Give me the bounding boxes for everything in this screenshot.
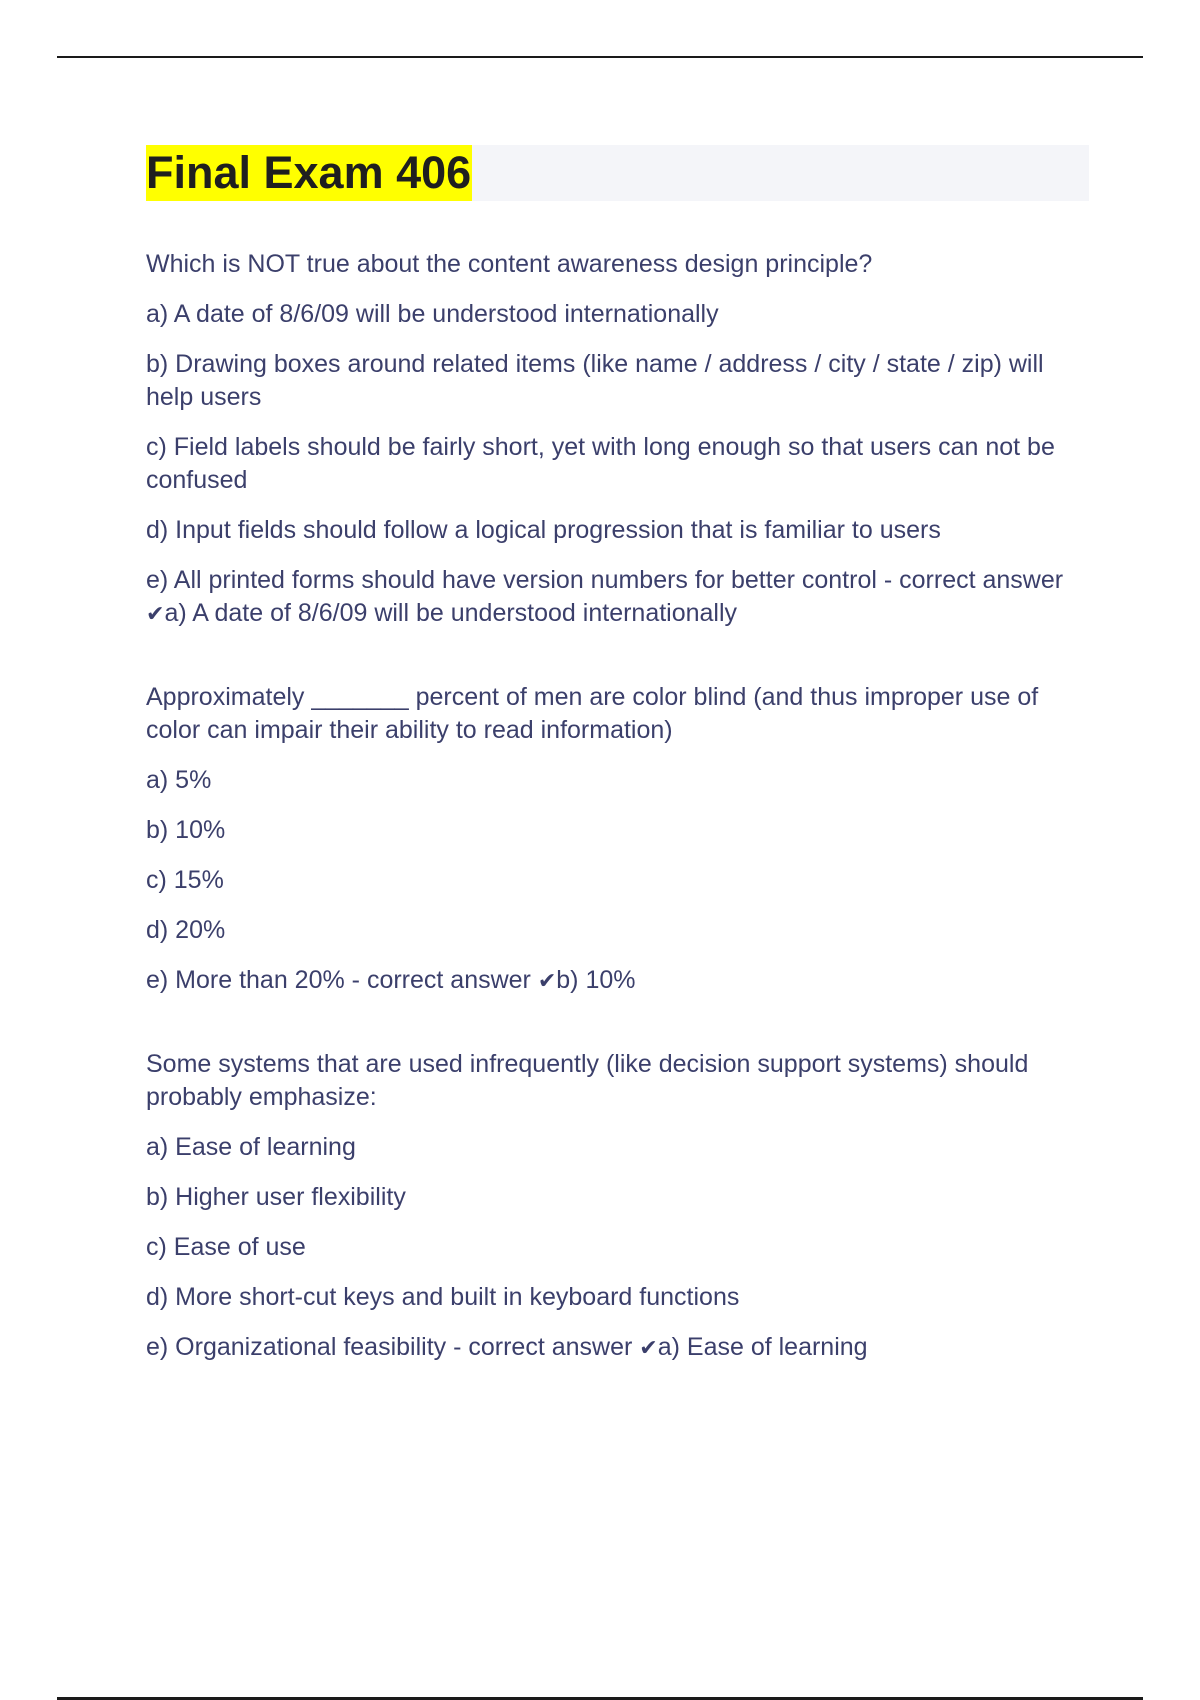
answer-option: c) 15%: [146, 866, 224, 894]
correct-answer: a) Ease of learning: [657, 1333, 868, 1361]
correct-answer-label: - correct answer: [883, 566, 1064, 594]
answer-option: c) Field labels should be fairly short, yet with long enough so that users can not be confused: [146, 433, 1055, 494]
answer-option-text: e) Organizational feasibility: [146, 1333, 447, 1361]
answer-option: b) 10%: [146, 816, 226, 844]
answer-option: c) Ease of use: [146, 1233, 306, 1261]
correct-answer: b) 10%: [556, 966, 636, 994]
answer-option-text: e) All printed forms should have version numbers for better control: [146, 566, 877, 594]
correct-answer: a) A date of 8/6/09 will be understood internationally: [164, 599, 738, 627]
answer-option: b) Drawing boxes around related items (like name / address / city / state / zip) will help users: [146, 350, 1044, 411]
check-mark-icon: ✔: [639, 1336, 658, 1361]
correct-answer-label: - correct answer: [351, 966, 531, 994]
answer-option-text: e) More than 20%: [146, 966, 345, 994]
correct-answer-label: - correct answer: [453, 1333, 633, 1361]
check-mark-icon: ✔: [146, 602, 165, 627]
question-block: [146, 681, 1096, 998]
answer-option-with-correct-answer: [146, 964, 1096, 998]
answer-option: a) Ease of learning: [146, 1133, 356, 1161]
top-rule: [57, 56, 1143, 58]
answer-option: d) 20%: [146, 916, 226, 944]
page-title: Final Exam 406: [146, 145, 472, 201]
question-prompt: Some systems that are used infrequently (like decision support systems) should probably emphasize:: [146, 1050, 1029, 1111]
question-prompt: Approximately _______ percent of men are color blind (and thus improper use of color can impair their ability to read information): [146, 683, 1039, 744]
question-prompt: Which is NOT true about the content awareness design principle?: [146, 250, 873, 278]
answer-option: d) More short-cut keys and built in keyboard functions: [146, 1283, 740, 1311]
exam-content: [146, 248, 1096, 1382]
question-block: [146, 1048, 1096, 1365]
answer-option: a) A date of 8/6/09 will be understood internationally: [146, 300, 719, 328]
answer-option: b) Higher user flexibility: [146, 1183, 406, 1211]
answer-option-with-correct-answer: [146, 1331, 1096, 1365]
answer-option: a) 5%: [146, 766, 212, 794]
answer-option-with-correct-answer: [146, 564, 1096, 631]
question-block: [146, 248, 1096, 631]
answer-option: d) Input fields should follow a logical progression that is familiar to users: [146, 516, 941, 544]
check-mark-icon: ✔: [537, 969, 557, 994]
